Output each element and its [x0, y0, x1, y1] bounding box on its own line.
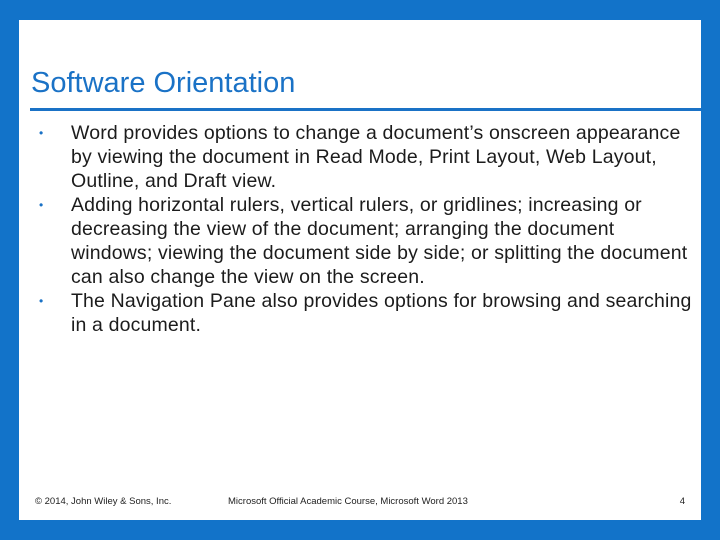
- bullet-dot-icon: •: [39, 198, 44, 212]
- bullet-dot-icon: •: [39, 294, 44, 308]
- slide-title: Software Orientation: [31, 67, 296, 99]
- footer-course-name: Microsoft Official Academic Course, Microsoft Word 2013: [228, 496, 468, 507]
- bullet-text: Adding horizontal rulers, vertical rulers, or gridlines; increasing or decreasing the view of the document; arranging the document windows; viewing the document side by side; or splitting the document can also change the view on the screen.: [71, 194, 688, 288]
- title-underline-rule: [30, 108, 701, 111]
- footer-page-number: 4: [679, 496, 685, 507]
- bullet-text: The Navigation Pane also provides options for browsing and searching in a document.: [71, 290, 692, 336]
- bullet-item: [29, 121, 701, 193]
- bullet-text: Word provides options to change a document’s onscreen appearance by viewing the document in Read Mode, Print Layout, Web Layout, Outline, and Draft view.: [71, 122, 681, 192]
- slide-canvas: [19, 20, 701, 520]
- footer-copyright: © 2014, John Wiley & Sons, Inc.: [35, 496, 172, 507]
- bullet-dot-icon: •: [39, 126, 44, 140]
- bullet-item: [29, 193, 701, 289]
- bullet-list: [29, 121, 701, 337]
- bullet-item: [29, 289, 701, 337]
